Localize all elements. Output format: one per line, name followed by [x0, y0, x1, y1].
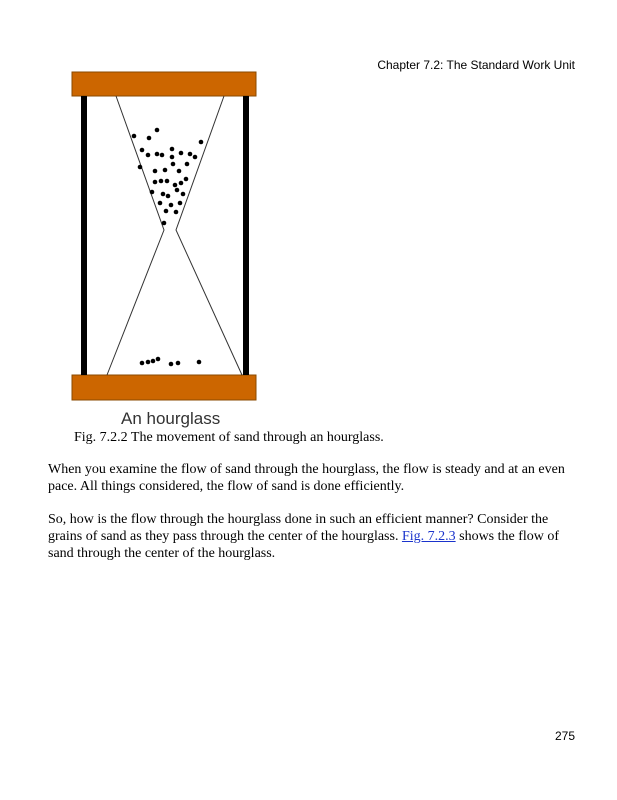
sand-grain — [165, 179, 170, 184]
paragraph-2-text-end: shows the flow of sand through the center of the hourglass. — [48, 529, 560, 561]
sand-grain — [185, 162, 190, 167]
sand-grain — [181, 192, 186, 197]
hourglass-right-post — [243, 96, 249, 375]
sand-grain — [153, 169, 158, 174]
sand-grain — [184, 177, 189, 182]
running-head: Chapter 7.2: The Standard Work Unit — [377, 58, 575, 72]
sand-grain — [160, 153, 165, 158]
sand-grain — [179, 151, 184, 156]
sand-grain — [146, 153, 151, 158]
sand-grain — [132, 134, 137, 139]
hourglass-left-post — [81, 96, 87, 375]
sand-grain — [170, 155, 175, 160]
sand-grain — [166, 194, 171, 199]
sand-grain — [158, 201, 163, 206]
hourglass-glass-left — [107, 96, 164, 375]
sand-grain — [150, 190, 155, 195]
sand-grain — [138, 165, 143, 170]
sand-grain — [140, 361, 145, 366]
body-paragraph-2 — [48, 511, 578, 562]
page-number: 275 — [554, 729, 575, 743]
sand-grain — [170, 147, 175, 152]
sand-grain — [163, 168, 168, 173]
sand-grain — [156, 357, 161, 362]
sand-grain — [177, 169, 182, 174]
hourglass-glass-right — [176, 96, 242, 375]
sand-grain — [179, 181, 184, 186]
sand-grain — [199, 140, 204, 145]
sand-grain — [175, 188, 180, 193]
sand-grain — [147, 136, 152, 141]
hourglass-top-plate — [72, 72, 256, 96]
sand-grain — [193, 155, 198, 160]
sand-grain — [140, 148, 145, 153]
sand-grain — [146, 360, 151, 365]
sand-grain — [169, 362, 174, 367]
figure-label: An hourglass — [121, 409, 221, 428]
sand-grain — [171, 162, 176, 167]
sand-grain — [159, 179, 164, 184]
sand-grain — [153, 180, 158, 185]
sand-grain — [155, 152, 160, 157]
body-paragraph-1: When you examine the flow of sand through the hourglass, the flow is steady and at an even pace. All things considered, the flow of sand is done efficiently. — [48, 462, 565, 494]
paragraph-2-text-start: So, how is the flow through the hourglass done in such an efficient manner? Consider the grains of sand as they pass through the center of the hourglass. — [48, 512, 549, 544]
figure-caption: Fig. 7.2.2 The movement of sand through an hourglass. — [74, 430, 384, 445]
sand-grain — [176, 361, 181, 366]
sand-grain — [178, 201, 183, 206]
hourglass-bottom-plate — [72, 375, 256, 400]
sand-grain — [151, 359, 156, 364]
figure-reference-link[interactable]: Fig. 7.2.3 — [401, 529, 456, 544]
sand-grain — [174, 210, 179, 215]
sand-grain — [169, 203, 174, 208]
sand-grain — [188, 152, 193, 157]
sand-grain — [173, 183, 178, 188]
sand-grain — [162, 221, 167, 226]
sand-grain — [155, 128, 160, 133]
sand-grains — [132, 128, 204, 367]
sand-grain — [164, 209, 169, 214]
sand-grain — [161, 192, 166, 197]
sand-grain — [197, 360, 202, 365]
